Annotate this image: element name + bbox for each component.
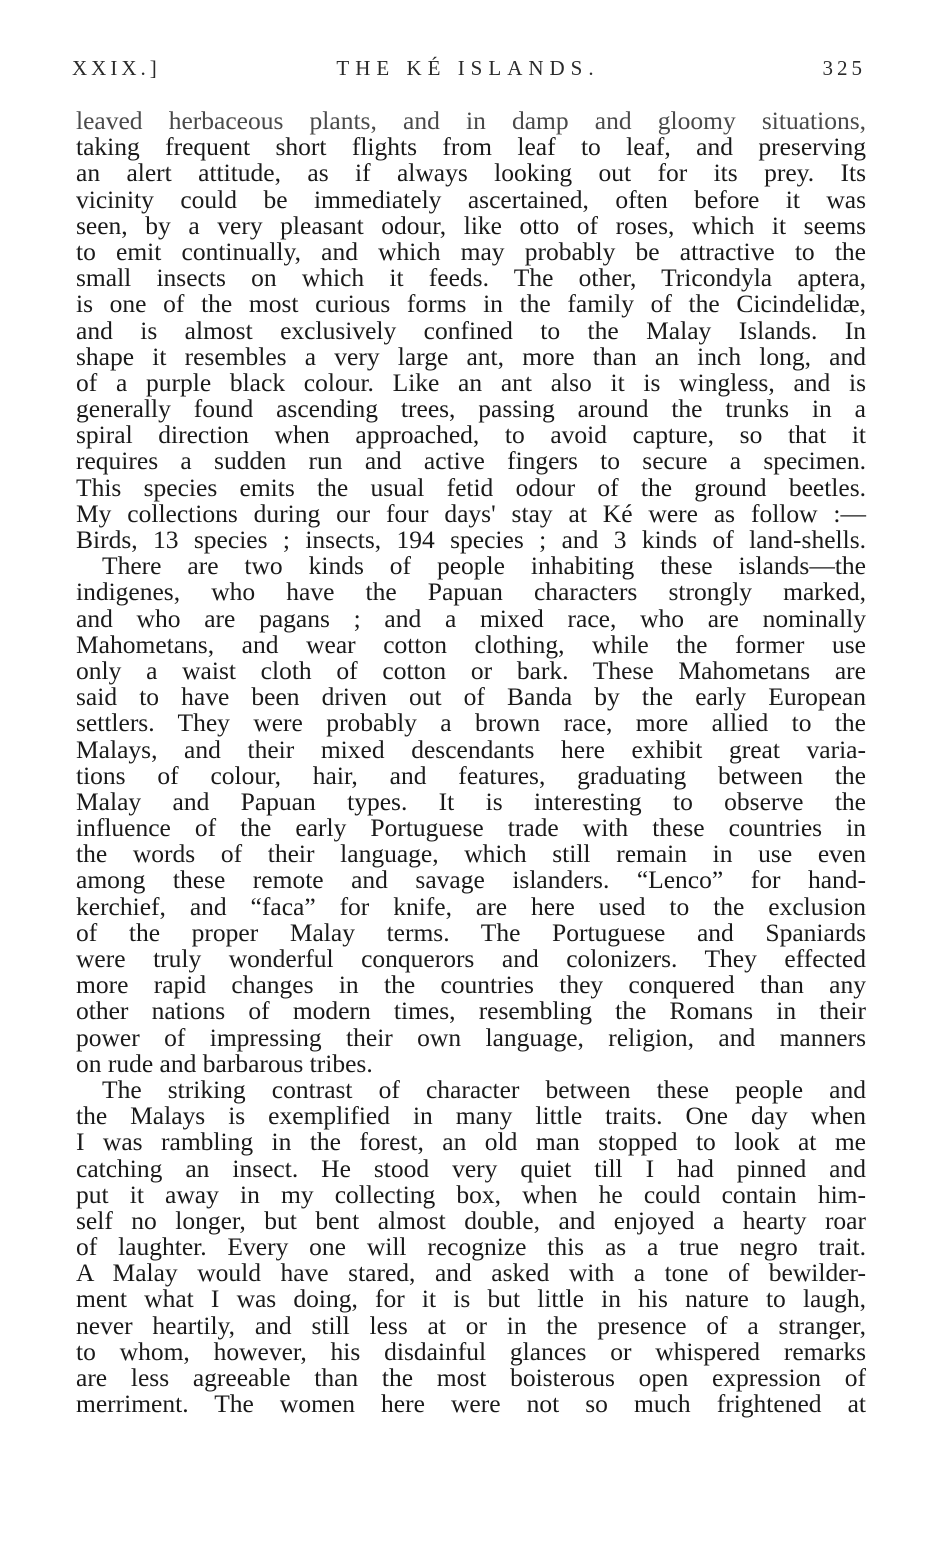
text-line: power of impressing their own language, religion, and manners bbox=[76, 1022, 866, 1052]
text-line: settlers. They were probably a brown race, more allied to the bbox=[76, 708, 866, 738]
text-line: requires a sudden run and active fingers to secure a specimen. bbox=[76, 446, 866, 476]
paragraph-2 bbox=[76, 553, 866, 1077]
text-line: There are two kinds of people inhabiting these islands—the bbox=[102, 551, 866, 581]
text-line: influence of the early Portuguese trade with these countries in bbox=[76, 813, 866, 843]
text-line: never heartily, and still less at or in the presence of a stranger, bbox=[76, 1310, 866, 1340]
text-line: generally found ascending trees, passing around the trunks in a bbox=[76, 394, 866, 424]
text-line: to whom, however, his disdainful glances or whispered remarks bbox=[76, 1336, 866, 1366]
text-line: on rude and barbarous tribes. bbox=[76, 1048, 373, 1078]
text-line: tions of colour, hair, and features, graduating between the bbox=[76, 760, 866, 790]
paragraph-3 bbox=[76, 1074, 866, 1419]
text-line: leaved herbaceous plants, and in damp and gloomy situations, bbox=[76, 106, 866, 135]
text-line: indigenes, who have the Papuan characters strongly marked, bbox=[76, 577, 866, 607]
text-line: put it away in my collecting box, when he could contain him- bbox=[76, 1179, 866, 1209]
text-line: Mahometans, and wear cotton clothing, while the former use bbox=[76, 629, 866, 659]
text-line: catching an insect. He stood very quiet till I had pinned and bbox=[76, 1153, 866, 1183]
text-line: ment what I was doing, for it is but little in his nature to laugh, bbox=[76, 1284, 866, 1314]
paragraph-1 bbox=[76, 108, 866, 553]
text-line: is one of the most curious forms in the family of the Cicindelidæ, bbox=[76, 289, 866, 319]
text-line: shape it resembles a very large ant, more than an inch long, and bbox=[76, 341, 866, 371]
text-line: The striking contrast of character between these people and bbox=[102, 1074, 866, 1104]
text-line: the Malays is exemplified in many little traits. One day when bbox=[76, 1101, 866, 1131]
page-title: THE KÉ ISLANDS. bbox=[336, 56, 600, 80]
text-line: of the proper Malay terms. The Portuguese and Spaniards bbox=[76, 917, 866, 947]
text-line: spiral direction when approached, to avoid capture, so that it bbox=[76, 420, 866, 450]
text-line: the words of their language, which still remain in use even bbox=[76, 839, 866, 869]
text-line: said to have been driven out of Banda by the early European bbox=[76, 682, 866, 712]
text-line: Birds, 13 species ; insects, 194 species ; and 3 kinds of land-shells. bbox=[76, 525, 866, 554]
text-line: and who are pagans ; and a mixed race, who are nominally bbox=[76, 603, 866, 633]
text-line: kerchief, and “faca” for knife, are here used to the exclusion bbox=[76, 891, 866, 921]
chapter-marker: XXIX.] bbox=[72, 56, 161, 80]
text-line: more rapid changes in the countries they conquered than any bbox=[76, 970, 866, 1000]
text-line: only a waist cloth of cotton or bark. These Mahometans are bbox=[76, 655, 866, 685]
text-line: of a purple black colour. Like an ant also it is wingless, and is bbox=[76, 367, 866, 397]
text-line: other nations of modern times, resembling the Romans in their bbox=[76, 996, 866, 1026]
text-line: merriment. The women here were not so much frightened at bbox=[76, 1389, 866, 1419]
text-line: I was rambling in the forest, an old man stopped to look at me bbox=[76, 1127, 866, 1157]
text-line: are less agreeable than the most boisterous open expression of bbox=[76, 1363, 866, 1392]
text-line: and is almost exclusively confined to the Malay Islands. In bbox=[76, 315, 866, 345]
text-line: an alert attitude, as if always looking out for its prey. Its bbox=[76, 158, 866, 188]
text-line: of laughter. Every one will recognize this as a true negro trait. bbox=[76, 1232, 866, 1262]
page-number: 325 bbox=[822, 56, 866, 80]
running-head bbox=[70, 56, 866, 86]
text-line: among these remote and savage islanders. “Lenco” for hand- bbox=[76, 865, 866, 895]
text-line: to emit continually, and which may probably be attractive to the bbox=[76, 236, 866, 266]
text-line: were truly wonderful conquerors and colonizers. They effected bbox=[76, 944, 866, 973]
text-line: seen, by a very pleasant odour, like otto of roses, which it seems bbox=[76, 210, 866, 240]
text-line: self no longer, but bent almost double, and enjoyed a hearty roar bbox=[76, 1205, 866, 1235]
body-text bbox=[76, 108, 866, 1417]
text-line: vicinity could be immediately ascertained, often before it was bbox=[76, 184, 866, 214]
text-line: small insects on which it feeds. The other, Tricondyla aptera, bbox=[76, 263, 866, 293]
text-line: My collections during our four days' stay at Ké were as follow :— bbox=[76, 498, 866, 528]
text-line: A Malay would have stared, and asked with a tone of bewilder- bbox=[76, 1258, 866, 1288]
text-line: Malay and Papuan types. It is interesting to observe the bbox=[76, 786, 866, 816]
text-line: taking frequent short flights from leaf to leaf, and preserving bbox=[76, 132, 866, 162]
text-line: Malays, and their mixed descendants here exhibit great varia- bbox=[76, 734, 866, 764]
text-line: This species emits the usual fetid odour of the ground beetles. bbox=[76, 472, 866, 502]
